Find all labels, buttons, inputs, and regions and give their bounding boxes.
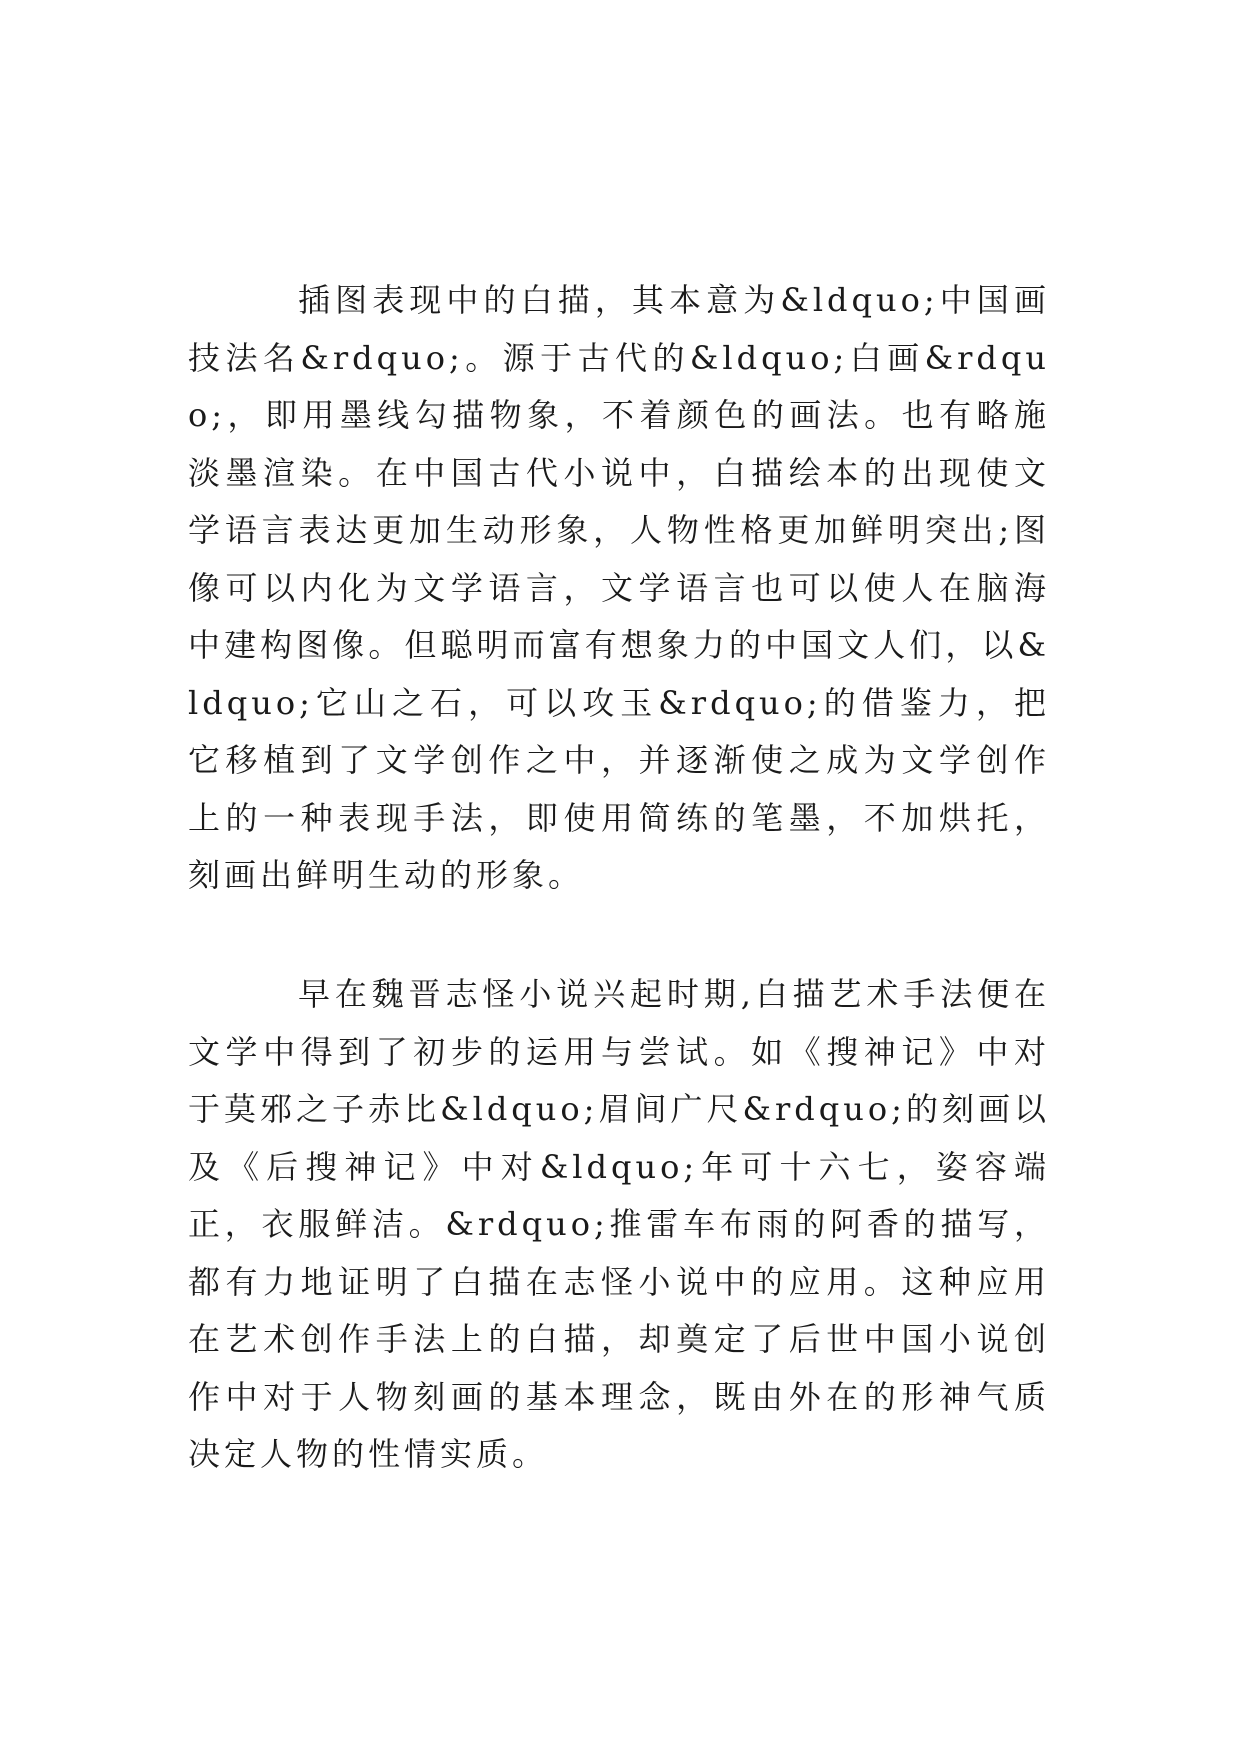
paragraph-2: 早在魏晋志怪小说兴起时期,白描艺术手法便在文学中得到了初步的运用与尝试。如《搜神记》中对于莫邪之子赤比&ldquo;眉间广尺&rdquo;的刻画以及《后搜神记》中对&ldquo;年可十六七，姿容端正，衣服鲜洁。&rdquo;推雷车布雨的阿香的描写，都有力地证明了白描在志怪小说中的应用。这种应用在艺术创作手法上的白描，却奠定了后世中国小说创作中对于人物刻画的基本理念，既由外在的形神气质决定人物的性情实质。	[188, 975, 1050, 1473]
paragraph-1: 插图表现中的白描，其本意为&ldquo;中国画技法名&rdquo;。源于古代的&ldquo;白画&rdquo;，即用墨线勾描物象，不着颜色的画法。也有略施淡墨渲染。在中国古代小说中，白描绘本的出现使文学语言表达更加生动形象，人物性格更加鲜明突出;图像可以内化为文学语言，文学语言也可以使人在脑海中建构图像。但聪明而富有想象力的中国文人们，以&ldquo;它山之石，可以攻玉&rdquo;的借鉴力，把它移植到了文学创作之中，并逐渐使之成为文学创作上的一种表现手法，即使用简练的笔墨，不加烘托，刻画出鲜明生动的形象。	[188, 281, 1050, 894]
